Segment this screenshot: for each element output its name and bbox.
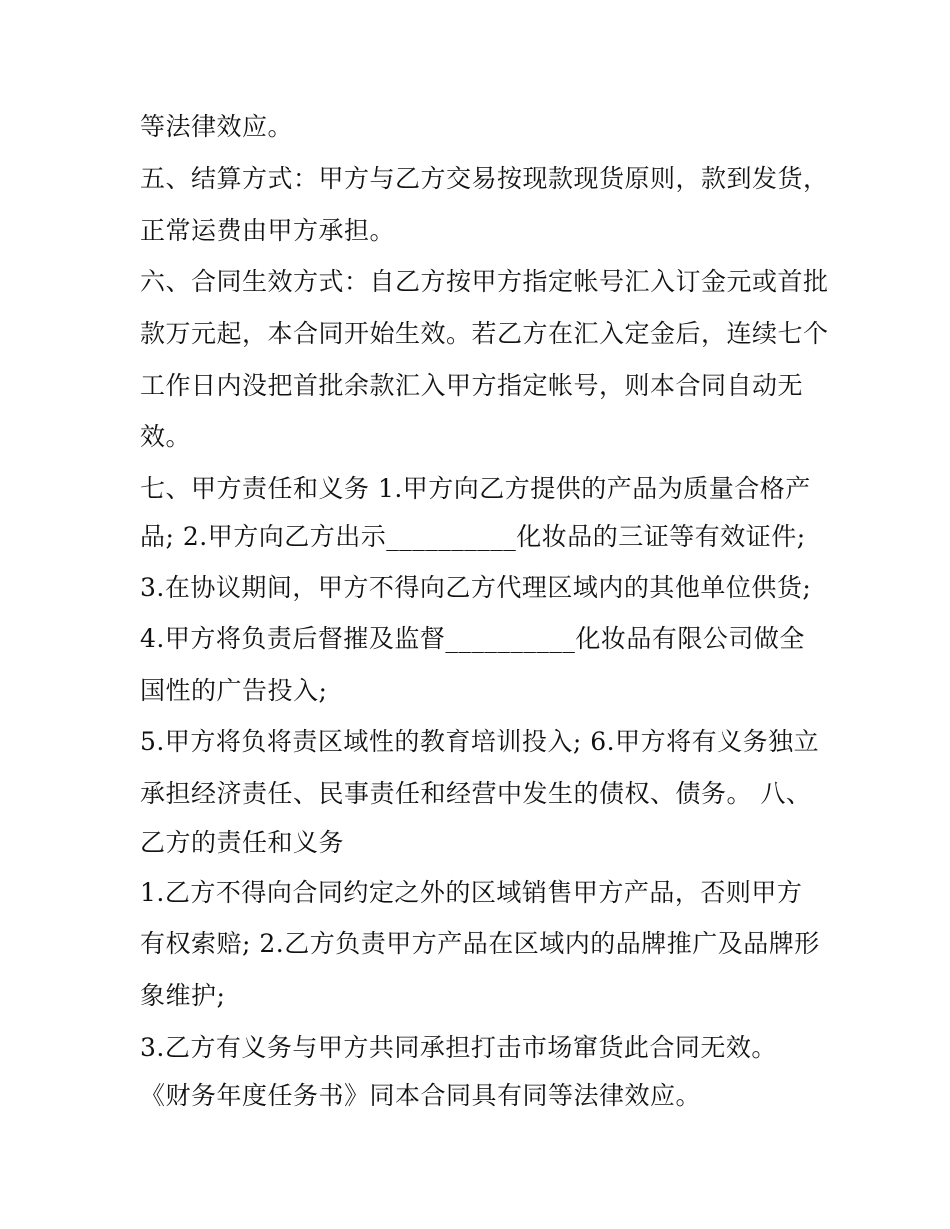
- text-line: 五、结算方式：甲方与乙方交易按现款现货原则，款到发货，: [140, 164, 829, 193]
- text-line: 1.乙方不得向合同约定之外的区域销售甲方产品，否则甲方: [140, 878, 803, 907]
- text-line: 《财务年度任务书》同本合同具有同等法律效应。: [140, 1081, 702, 1110]
- text-line: 六、合同生效方式：自乙方按甲方指定帐号汇入订金元或首批: [140, 267, 829, 296]
- text-line: 等法律效应。: [140, 112, 294, 141]
- text-line: 工作日内没把首批余款汇入甲方指定帐号，则本合同自动无: [140, 371, 804, 400]
- text-line: 乙方的责任和义务: [140, 828, 345, 857]
- text-line: 承担经济责任、民事责任和经营中发生的债权、债务。 八、: [140, 779, 812, 808]
- text-line: 效。: [140, 422, 192, 451]
- text-line: 3.在协议期间，甲方不得向乙方代理区域内的其他单位供货;: [140, 573, 812, 602]
- text-line: 正常运费由甲方承担。: [140, 216, 396, 245]
- text-line: 款万元起，本合同开始生效。若乙方在汇入定金后，连续七个: [140, 319, 829, 348]
- text-line: 4.甲方将负责后督摧及监督__________化妆品有限公司做全: [140, 624, 805, 653]
- text-line: 国性的广告投入;: [140, 676, 328, 705]
- text-line: 有权索赔; 2.乙方负责甲方产品在区域内的品牌推广及品牌形: [140, 929, 820, 958]
- text-line: 象维护;: [140, 981, 226, 1010]
- text-line: 5.甲方将负将责区域性的教育培训投入; 6.甲方将有义务独立: [140, 727, 820, 756]
- text-line: 七、甲方责任和义务 1.甲方向乙方提供的产品为质量合格产: [140, 474, 811, 503]
- text-line: 品; 2.甲方向乙方出示__________化妆品的三证等有效证件;: [140, 522, 806, 551]
- text-line: 3.乙方有义务与甲方共同承担打击市场窜货此合同无效。: [140, 1033, 777, 1062]
